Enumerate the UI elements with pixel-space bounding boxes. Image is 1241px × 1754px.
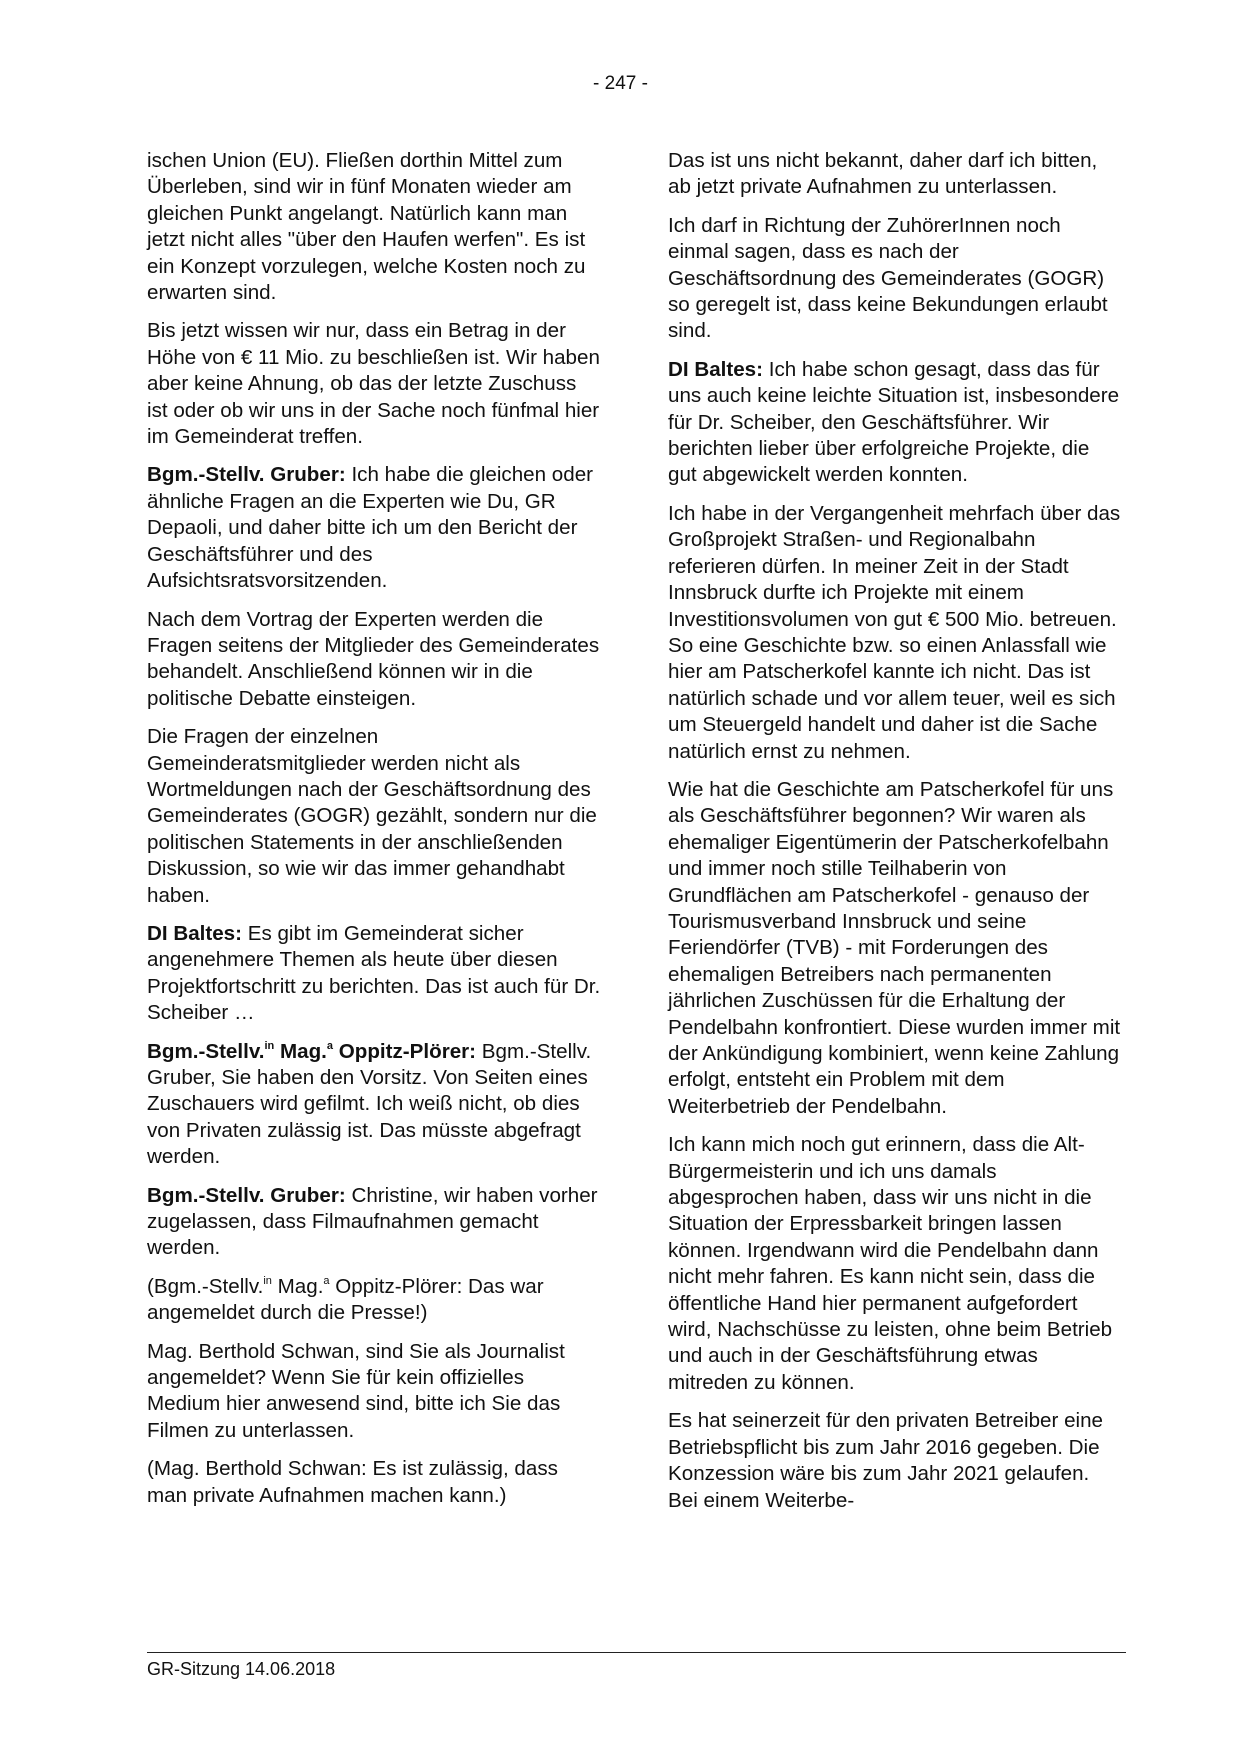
paragraph [147,1039,602,1171]
superscript: a [326,1039,334,1052]
footer-divider [147,1652,1126,1653]
superscript: in [264,1039,275,1052]
paragraph [147,1183,602,1262]
paragraph: Mag. Berthold Schwan, sind Sie als Journalist angemeldet? Wenn Sie für kein offizielles Medium hier anwesend sind, bitte ich Sie das Filmen zu unterlassen. [147,1339,565,1442]
text-part: Mag. [271,1274,324,1298]
text-part: Oppitz-Plörer: Das war angemeldet durch die Presse!) [147,1274,544,1325]
paragraph: Ich darf in Richtung der ZuhörerInnen noch einmal sagen, dass es nach der Geschäftsordnung des Gemeinderates (GOGR) so geregelt ist, dass keine Bekundungen erlaubt sind. [668,213,1108,343]
paragraph: Ich habe in der Vergangenheit mehrfach über das Großprojekt Straßen- und Regionalbahn referieren dürfen. In meiner Zeit in der Stadt Innsbruck durfte ich Projekte mit einem Investitionsvolumen von gut € 500 Mio. betreuen. So eine Geschichte bzw. so einen Anlassfall wie hier am Patscherkofel kannte ich nicht. Das ist natürlich schade und vor allem teuer, weil es sich um Steuergeld handelt und daher ist die Sache natürlich ernst zu nehmen. [668,501,1121,763]
speaker-part: Oppitz-Plörer: [333,1039,477,1063]
speaker-name: Bgm.-Stellv. Gruber: [147,463,346,487]
paragraph [147,462,602,594]
speaker-part: Mag. [274,1039,327,1063]
speaker-name: DI Baltes: [147,921,242,945]
paragraph: Es hat seinerzeit für den privaten Betreiber eine Betriebspflicht bis zum Jahr 2016 gegeben. Die Konzession wäre bis zum Jahr 2021 gelaufen. Bei einem Weiterbe- [668,1409,1104,1512]
paragraph [668,357,1123,489]
paragraph [147,1274,602,1327]
speech-text: Bgm.-Stellv. Gruber, Sie haben den Vorsitz. Von Seiten eines Zuschauers wird gefilmt. Ich weiß nicht, ob dies von Privaten zulässig ist. Das müsste abgefragt werden. [147,1039,592,1169]
speaker-part: Bgm.-Stellv. [147,1039,265,1063]
left-column [147,148,602,1521]
speech-text: Ich habe schon gesagt, dass das für uns auch keine leichte Situation ist, insbesondere für Dr. Scheiber, den Geschäftsführer. Wir berichten lieber über erfolgreiche Projekte, die gut abgewickelt werden konnten. [668,357,1120,487]
speaker-name: Bgm.-Stellv. Gruber: [147,1183,346,1207]
text-part: (Bgm.-Stellv. [147,1274,264,1298]
paragraph: Das ist uns nicht bekannt, daher darf ich bitten, ab jetzt private Aufnahmen zu unterlassen. [668,149,1098,199]
paragraph: Ich kann mich noch gut erinnern, dass die Alt-Bürgermeisterin und ich uns damals abgesprochen haben, dass wir uns nicht in die Situation der Erpressbarkeit bringen lassen können. Irgendwann wird die Pendelbahn dann nicht mehr fahren. Es kann nicht sein, dass die öffentliche Hand hier permanent aufgefordert wird, Nachschüsse zu leisten, ohne beim Betrieb und auch in der Geschäftsführung etwas mitreden zu können. [668,1133,1113,1394]
footer-session-date: GR-Sitzung 14.06.2018 [147,1659,336,1679]
speech-text: Christine, wir haben vorher zugelassen, dass Filmaufnahmen gemacht werden. [147,1183,598,1260]
right-column [668,148,1123,1526]
paragraph: Wie hat die Geschichte am Patscherkofel für uns als Geschäftsführer begonnen? Wir waren als ehemaliger Eigentümerin der Patscherkofelbahn und immer noch stille Teilhaberin von Grundflächen am Patscherkofel - genauso der Tourismusverband Innsbruck und seine Feriendörfer (TVB) - mit Forderungen des ehemaligen Betreibers nach permanenten jährlichen Zuschüssen für die Erhaltung der Pendelbahn konfrontiert. Diese wurden immer mit der Ankündigung kombiniert, wenn keine Zahlung erfolgt, entsteht ein Problem mit dem Weiterbetrieb der Pendelbahn. [668,777,1121,1118]
speaker-name: DI Baltes: [668,357,763,381]
speech-text: Ich habe die gleichen oder ähnliche Fragen an die Experten wie Du, GR Depaoli, und daher bitte ich um den Bericht der Geschäftsführer und des Aufsichtsratsvorsitzenden. [147,463,594,593]
superscript: a [323,1274,330,1287]
paragraph: (Mag. Berthold Schwan: Es ist zulässig, dass man private Aufnahmen machen kann.) [147,1457,558,1507]
speaker-name [147,1040,476,1063]
page-number: - 247 - [593,73,648,94]
superscript: in [263,1274,272,1287]
paragraph [147,921,602,1027]
paragraph: Die Fragen der einzelnen Gemeinderatsmitglieder werden nicht als Wortmeldungen nach der Geschäftsordnung des Gemeinderates (GOGR) gezählt, sondern nur die politischen Statements in der anschließenden Diskussion, so wie wir das immer gehandhabt haben. [147,725,597,907]
paragraph: Bis jetzt wissen wir nur, dass ein Betrag in der Höhe von € 11 Mio. zu beschließen ist. Wir haben aber keine Ahnung, ob das der letzte Zuschuss ist oder ob wir uns in der Sache noch fünfmal hier im Gemeinderat treffen. [147,319,600,449]
paragraph: ischen Union (EU). Fließen dorthin Mittel zum Überleben, sind wir in fünf Monaten wieder am gleichen Punkt angelangt. Natürlich kann man jetzt nicht alles "über den Haufen werfen". Es ist ein Konzept vorzulegen, welche Kosten noch zu erwarten sind. [147,149,586,305]
paragraph: Nach dem Vortrag der Experten werden die Fragen seitens der Mitglieder des Gemeinderates behandelt. Anschließend können wir in die politische Debatte einsteigen. [147,607,600,710]
speech-text: Es gibt im Gemeinderat sicher angenehmere Themen als heute über diesen Projektfortschritt zu berichten. Das ist auch für Dr. Scheiber … [147,921,601,1025]
